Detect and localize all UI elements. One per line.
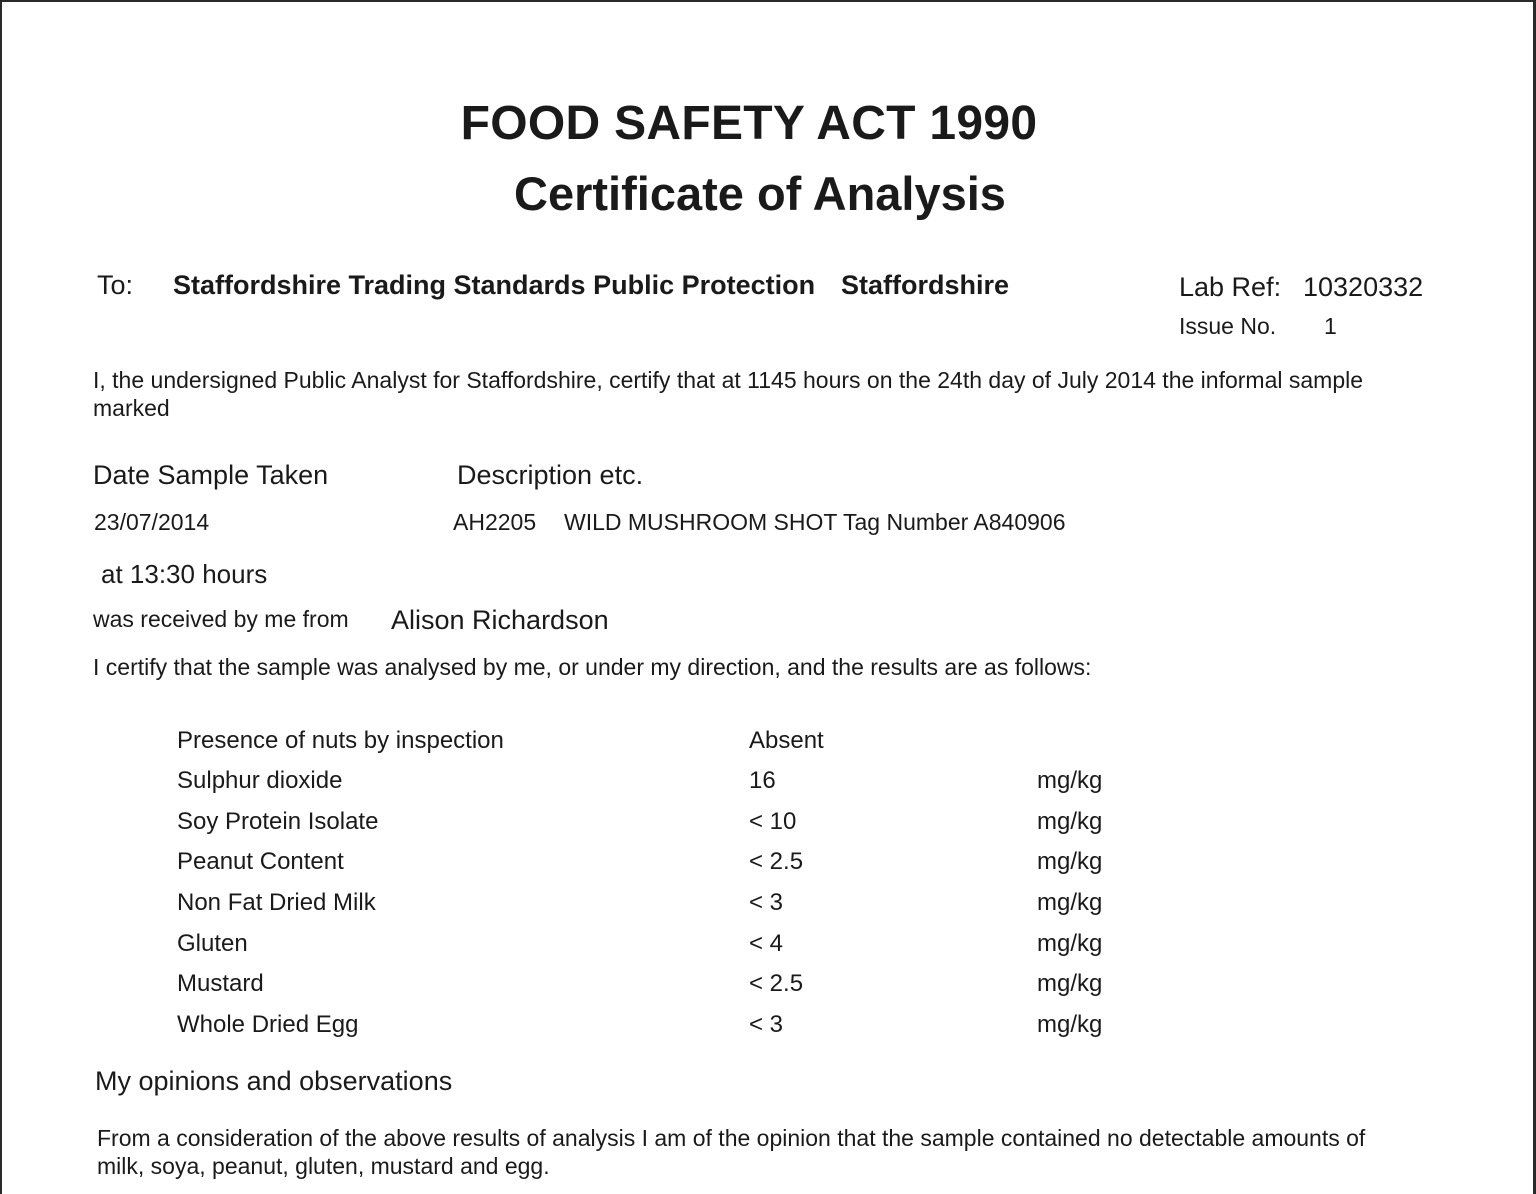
- result-name: Non Fat Dried Milk: [177, 889, 376, 916]
- certify-statement: I certify that the sample was analysed by me, or under my direction, and the results are as follows:: [93, 654, 1092, 680]
- result-value: < 2.5: [749, 848, 804, 875]
- result-value: < 4: [749, 930, 784, 957]
- issue-number-value: 1: [1324, 313, 1337, 339]
- result-name: Whole Dried Egg: [177, 1011, 359, 1038]
- result-unit: mg/kg: [1037, 930, 1103, 957]
- result-unit: mg/kg: [1037, 1011, 1103, 1038]
- result-unit: mg/kg: [1037, 848, 1103, 875]
- document-title: FOOD SAFETY ACT 1990: [460, 97, 1038, 150]
- issue-number-label: Issue No.: [1179, 313, 1277, 339]
- result-value: < 3: [749, 1011, 784, 1038]
- date-sample-taken-header: Date Sample Taken: [93, 460, 329, 490]
- opinions-text: From a consideration of the above results of analysis I am of the opinion that the sample contained no detectable amounts of milk, soya, peanut, gluten, mustard and egg.: [97, 1125, 1366, 1179]
- result-name: Mustard: [177, 970, 264, 997]
- recipient-label: To:: [97, 270, 134, 300]
- result-value: < 2.5: [749, 970, 804, 997]
- result-name: Sulphur dioxide: [177, 767, 343, 794]
- result-name: Peanut Content: [177, 848, 344, 875]
- sample-date: 23/07/2014: [94, 509, 210, 535]
- description-header: Description etc.: [457, 460, 644, 490]
- result-value: < 3: [749, 889, 784, 916]
- lab-ref-label: Lab Ref:: [1179, 272, 1282, 302]
- lab-ref-value: 10320332: [1303, 272, 1424, 302]
- result-value: < 10: [749, 808, 797, 835]
- result-unit: mg/kg: [1037, 970, 1103, 997]
- recipient-organisation: Staffordshire Trading Standards Public Protection: [173, 270, 816, 300]
- result-value: Absent: [749, 727, 824, 754]
- result-unit: mg/kg: [1037, 808, 1103, 835]
- result-name: Presence of nuts by inspection: [177, 727, 504, 754]
- sample-description: WILD MUSHROOM SHOT Tag Number A840906: [564, 509, 1066, 535]
- received-from-name: Alison Richardson: [391, 605, 609, 635]
- sample-code: AH2205: [453, 509, 537, 535]
- result-unit: mg/kg: [1037, 767, 1103, 794]
- result-name: Gluten: [177, 930, 248, 957]
- recipient-county: Staffordshire: [841, 270, 1010, 300]
- sample-time: at 13:30 hours: [101, 559, 268, 589]
- result-name: Soy Protein Isolate: [177, 808, 379, 835]
- result-value: 16: [749, 767, 776, 794]
- opinions-heading: My opinions and observations: [95, 1066, 453, 1096]
- intro-statement: I, the undersigned Public Analyst for Staffordshire, certify that at 1145 hours on the 24th day of July 2014 the informal sample marked: [93, 367, 1364, 421]
- received-from-label: was received by me from: [93, 606, 349, 632]
- document-subtitle: Certificate of Analysis: [514, 167, 1006, 220]
- result-unit: mg/kg: [1037, 889, 1103, 916]
